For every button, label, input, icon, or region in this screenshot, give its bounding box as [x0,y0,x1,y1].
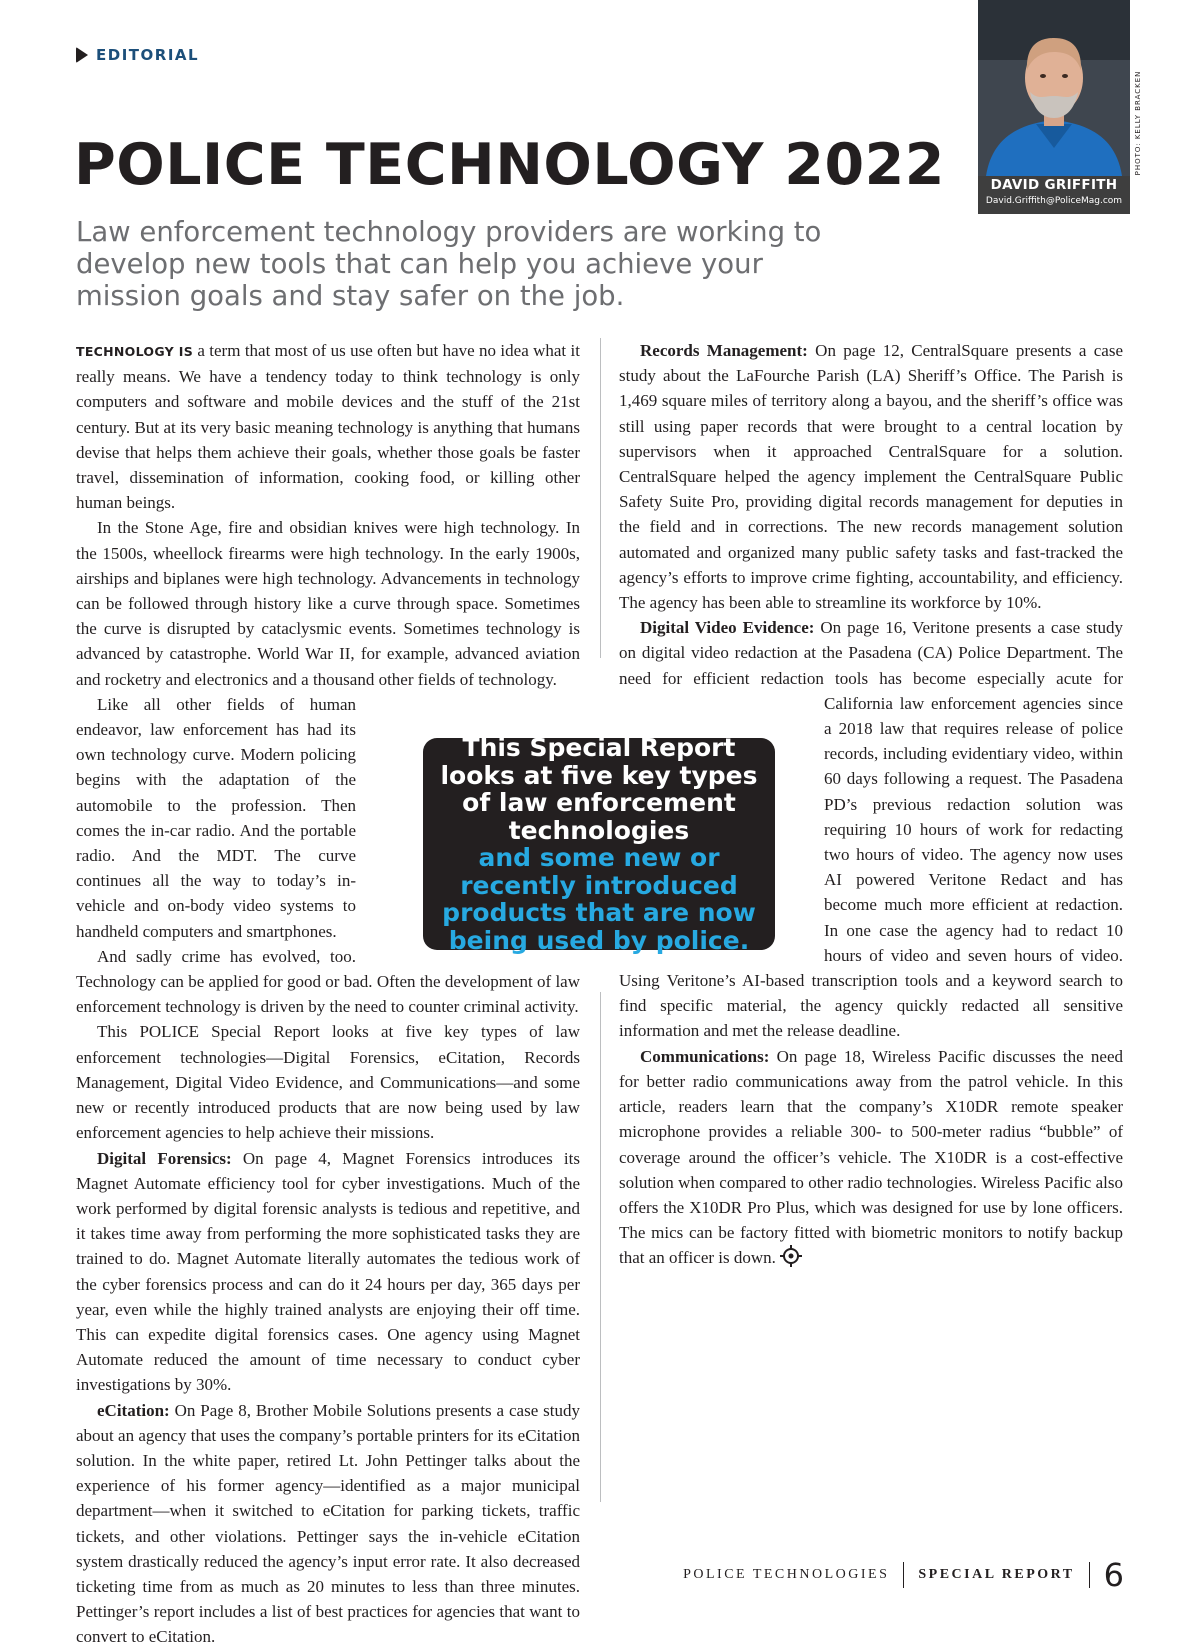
pull-quote [423,733,775,955]
pull-quote-white-text: This Special Report looks at five key types of law enforcement technologies [440,733,758,845]
paragraph: This POLICE Special Report looks at five key types of law enforcement technologies—Digital Forensics, eCitation, Records Management, Digital Video Evidence, and Communications—and some new or recently introduced products that are now being used by law enforcement agencies to help achieve their missions. [76,1022,580,1143]
author-box [978,0,1130,214]
footer-divider [1089,1562,1090,1588]
pull-quote-blue-text: and some new or recently introduced products that are now being used by police. [442,843,756,955]
footer-section: SPECIAL REPORT [918,1567,1075,1582]
photo-credit-text: PHOTO: KELLY BRACKEN [1134,70,1142,176]
paragraph-communications [619,1044,1123,1271]
subhead-digital-video: Digital Video Evidence: [640,618,815,638]
crosshair-end-icon [780,1245,802,1267]
footer-divider [903,1562,904,1588]
paragraph-text: On Page 8, Brother Mobile Solutions presents a case study about an agency that uses the company’s portable printers for its eCitation solution. In the white paper, retired Lt. John Pettinger talks about the experience of his former agency—identified as a major municipal department—when it switched to eCitation for parking tickets, traffic tickets, and other violations. Pettinger says the in-vehicle eCitation system drastically reduced the agency’s input error rate. It also decreased ticketing time from as much as 20 minutes to less than three minutes. Pettinger’s report includes a list of best practices for agencies that want to convert to eCitation. [76,1400,580,1647]
paragraph-text: On page 4, Magnet Forensics introduces its Magnet Automate efficiency tool for cyber investigations. Much of the work performed by digital forensic analysts is tedious and repetitive, and it takes time away from performing the more sophisticated tasks they are trained to do. Magnet Automate literally automates the tedious work of the cyber forensics process and can do it 24 hours per day, 365 days per year, even while the highly trained analysts are enjoying their off time. This can expedite digital forensics cases. One agency using Magnet Automate reduced the amount of time necessary to conduct cyber investigations by 30%. [76,1148,580,1395]
section-arrow-icon [76,47,88,63]
column-rule-top [600,338,601,658]
paragraph-text: On page 12, CentralSquare presents a case study about the LaFourche Parish (LA) Sheriff’s Office. The Parish is 1,469 square miles of territory along a bayou, and the sheriff’s office was still using paper records that were brought to a central location by supervisors when it approached CentralSquare for a solution. CentralSquare helped the agency implement the CentralSquare Public Safety Suite Pro, providing digital records management for deputies in the field and in corrections. The new records management solution automated and organized many public safety tasks and fast-tracked the agency’s efforts to improve crime fighting, accountability, and efficiency. The agency has been able to streamline its workforce by 10%. [619,341,1123,613]
article-deck: Law enforcement technology providers are working to develop new tools that can help you achieve your mission goals and stay safer on the job. [76,216,822,312]
section-label: EDITORIAL [96,46,200,64]
paragraph: In the Stone Age, fire and obsidian knives were high technology. In the 1500s, wheellock firearms were high technology. In the early 1900s, airships and biplanes were high technology. Advancements in technology can be followed through history like a curve through space. Sometimes the curve is disrupted by cataclysmic events. Sometimes technology is advanced by catastrophe. World War II, for example, advanced aviation and rocketry and electronics and a thousand other fields of technology. [76,518,580,689]
subhead-records-management: Records Management: [640,341,808,360]
paragraph-text: a term that most of us use often but have no idea what it really means. We have a tendency today to think technology is only computers and software and mobile devices and the stuff of the 21st century. But at its very basic meaning technology is anything that humans devise that helps them achieve their goals, whether those goals be faster travel, dissemination of information, cooking food, or killing other human beings. [76,341,580,513]
page-footer [683,1556,1124,1594]
page-number: 6 [1103,1556,1124,1594]
paragraph-ecitation [76,1398,580,1650]
lead-in: TECHNOLOGY IS [76,344,193,359]
article-column-left [76,338,580,1650]
photo-credit [1133,68,1143,178]
author-photo [978,0,1130,176]
paragraph-intro [76,338,580,515]
subhead-ecitation: eCitation: [97,1400,170,1420]
paragraph-text: On page 18, Wireless Pacific discusses the need for better radio communications away from the patrol vehicle. In this article, readers learn that the company’s X10DR remote speaker microphone provides a reliable 300- to 500-meter radius “bubble” of coverage around the officer’s vehicle. The X10DR is a cost-effective solution when compared to other radio technologies. Wireless Pacific also offers the X10DR Pro Plus, which was designed for use by lone officers. The mics can be factory fitted with biometric monitors to notify backup that an officer is down. [619,1046,1123,1268]
subhead-digital-forensics: Digital Forensics: [97,1148,232,1168]
paragraph-text: On page 16, Veritone presents a case study on digital video redaction at the Pasadena (CA) Police Department. The need for efficient redaction tools has become especially acute for California law enforcement agencies since a 2018 law that requires release of police records, including evidentiary video, within 60 days following a request. The Pasadena PD’s previous redaction solution was requiring 10 hours of work for redacting two hours of video. The agency now uses AI powered Veritone Redact and has become much more efficient at redaction. In one case the agency had to redact 10 hours of video and seven hours of video. Using Veritone’s AI-based transcription tools and a keyword search to find specific material, the agency quickly redacted all sensitive information and met the release deadline. [619,618,1123,1041]
paragraph: And sadly crime has evolved, too. Technology can be applied for good or bad. Often the development of law enforcement technology is driven by the need to counter criminal activity. [76,946,580,1017]
author-name: DAVID GRIFFITH [990,177,1118,193]
subhead-communications: Communications: [640,1046,770,1066]
paragraph-records-management [619,338,1123,615]
paragraph: Like all other fields of human endeavor, law enforcement has had its own technology curve. Modern policing begins with the adaptation of the automobile to the profession. Then comes the in-car radio. And the portable radio. And the MDT. The curve continues all the way to today’s in-vehicle and on-body video systems to handheld computers and smartphones. [76,694,356,941]
column-rule-bottom [600,992,601,1502]
section-tag [76,46,199,64]
author-email: David.Griffith@PoliceMag.com [985,196,1123,206]
footer-publication: POLICE TECHNOLOGIES [683,1567,890,1582]
paragraph-digital-forensics [76,1146,580,1398]
page-title: POLICE TECHNOLOGY 2022 [74,132,945,198]
